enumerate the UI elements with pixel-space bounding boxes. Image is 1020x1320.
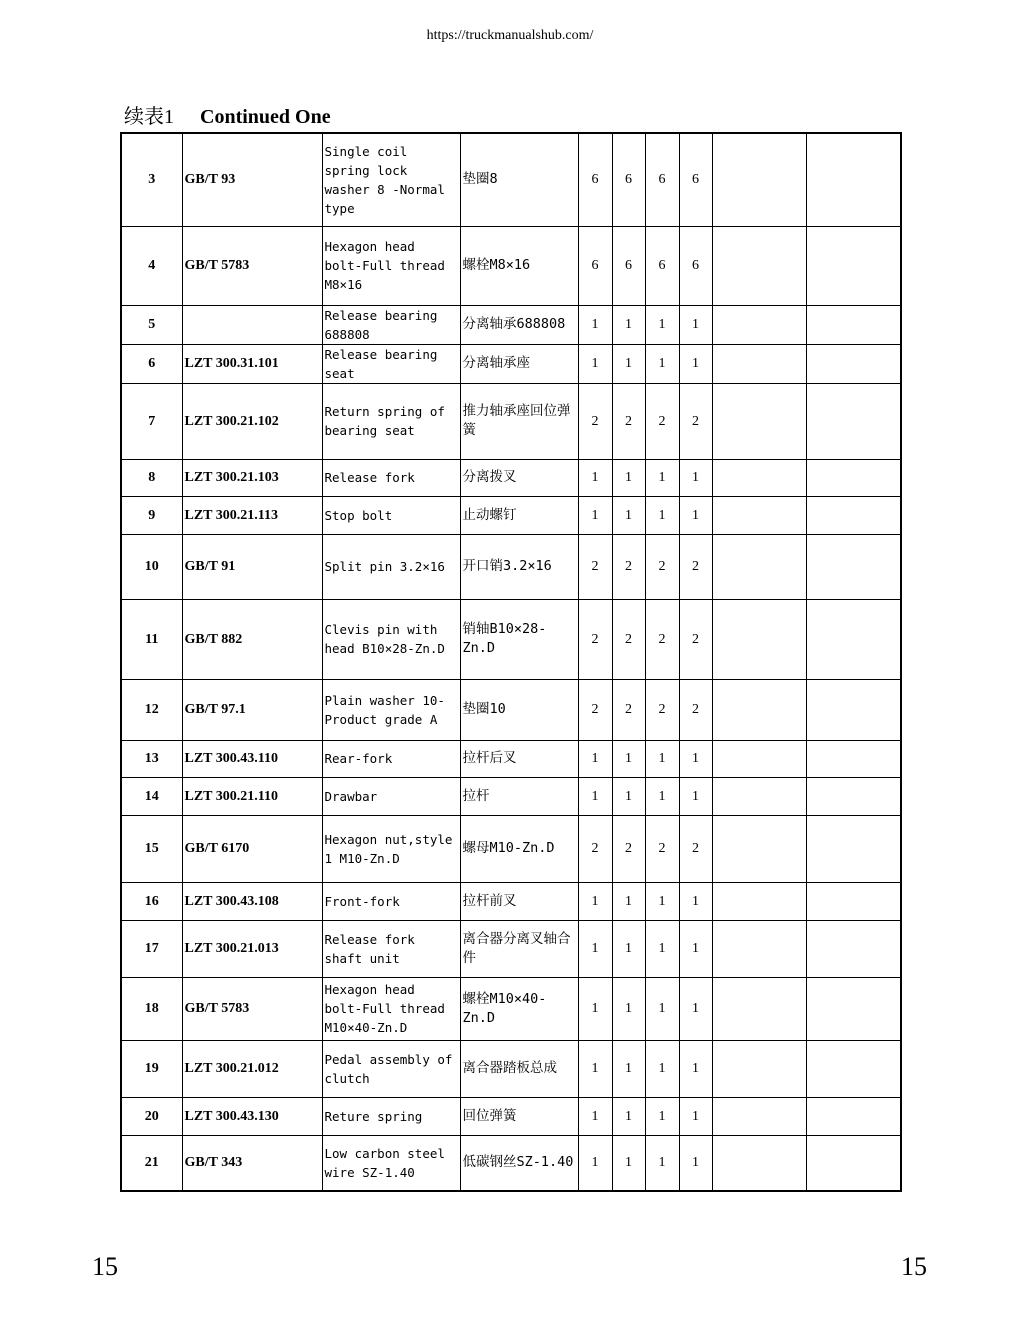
quantity-2: 1 [612, 1135, 645, 1191]
item-number: 21 [121, 1135, 182, 1191]
table-row [121, 344, 901, 383]
quantity-1: 2 [578, 815, 612, 882]
empty-cell [806, 226, 901, 305]
part-code: LZT 300.43.108 [182, 882, 322, 920]
part-name-chinese: 螺栓M10×40-Zn.D [460, 977, 578, 1040]
quantity-2: 1 [612, 459, 645, 496]
quantity-2: 6 [612, 226, 645, 305]
quantity-1: 1 [578, 305, 612, 344]
empty-cell [806, 459, 901, 496]
part-name-chinese: 推力轴承座回位弹簧 [460, 383, 578, 459]
item-number: 11 [121, 599, 182, 679]
quantity-4: 1 [679, 459, 712, 496]
item-number: 17 [121, 920, 182, 977]
part-name-english: Front-fork [322, 882, 460, 920]
quantity-4: 1 [679, 1040, 712, 1097]
empty-cell [712, 305, 806, 344]
page-number-right: 15 [901, 1252, 927, 1281]
quantity-3: 1 [645, 496, 679, 534]
table-row [121, 1135, 901, 1191]
empty-cell [806, 496, 901, 534]
empty-cell [712, 977, 806, 1040]
caption-english: Continued One [200, 106, 331, 128]
table-row [121, 740, 901, 777]
part-code: GB/T 6170 [182, 815, 322, 882]
empty-cell [806, 534, 901, 599]
quantity-4: 2 [679, 534, 712, 599]
part-code: LZT 300.21.103 [182, 459, 322, 496]
quantity-2: 2 [612, 534, 645, 599]
part-name-chinese: 螺栓M8×16 [460, 226, 578, 305]
table-row [121, 599, 901, 679]
quantity-4: 1 [679, 344, 712, 383]
quantity-1: 1 [578, 920, 612, 977]
part-code: GB/T 343 [182, 1135, 322, 1191]
empty-cell [712, 679, 806, 740]
quantity-4: 1 [679, 882, 712, 920]
part-name-english: Reture spring [322, 1097, 460, 1135]
part-code: LZT 300.31.101 [182, 344, 322, 383]
item-number: 20 [121, 1097, 182, 1135]
quantity-2: 1 [612, 1040, 645, 1097]
part-code: GB/T 5783 [182, 226, 322, 305]
empty-cell [712, 815, 806, 882]
quantity-2: 2 [612, 599, 645, 679]
caption-chinese: 续表1 [124, 106, 174, 128]
part-name-english: Hexagon head bolt-Full thread M10×40-Zn.D [322, 977, 460, 1040]
quantity-1: 1 [578, 1097, 612, 1135]
part-name-english: Release bearing 688808 [322, 305, 460, 344]
part-name-chinese: 拉杆 [460, 777, 578, 815]
quantity-2: 1 [612, 777, 645, 815]
table-row [121, 815, 901, 882]
empty-cell [712, 226, 806, 305]
table-row [121, 920, 901, 977]
quantity-4: 2 [679, 679, 712, 740]
part-code: LZT 300.21.013 [182, 920, 322, 977]
part-name-english: Release fork shaft unit [322, 920, 460, 977]
item-number: 7 [121, 383, 182, 459]
part-name-english: Single coil spring lock washer 8 -Normal type [322, 133, 460, 226]
empty-cell [806, 599, 901, 679]
item-number: 6 [121, 344, 182, 383]
part-code: LZT 300.21.110 [182, 777, 322, 815]
quantity-4: 1 [679, 305, 712, 344]
quantity-1: 1 [578, 1040, 612, 1097]
table-row [121, 1097, 901, 1135]
part-name-chinese: 拉杆后叉 [460, 740, 578, 777]
quantity-3: 2 [645, 383, 679, 459]
empty-cell [712, 133, 806, 226]
quantity-3: 6 [645, 133, 679, 226]
empty-cell [806, 133, 901, 226]
item-number: 10 [121, 534, 182, 599]
part-name-english: Clevis pin with head B10×28-Zn.D [322, 599, 460, 679]
item-number: 8 [121, 459, 182, 496]
empty-cell [806, 740, 901, 777]
part-name-chinese: 止动螺钉 [460, 496, 578, 534]
quantity-1: 1 [578, 740, 612, 777]
empty-cell [806, 920, 901, 977]
empty-cell [712, 534, 806, 599]
source-url: https://truckmanualshub.com/ [426, 28, 594, 43]
quantity-2: 2 [612, 679, 645, 740]
item-number: 12 [121, 679, 182, 740]
empty-cell [712, 1135, 806, 1191]
quantity-1: 1 [578, 977, 612, 1040]
quantity-2: 1 [612, 305, 645, 344]
quantity-2: 6 [612, 133, 645, 226]
parts-table [120, 132, 902, 1192]
item-number: 3 [121, 133, 182, 226]
quantity-2: 1 [612, 920, 645, 977]
item-number: 5 [121, 305, 182, 344]
empty-cell [712, 496, 806, 534]
part-name-chinese: 销轴B10×28-Zn.D [460, 599, 578, 679]
empty-cell [806, 977, 901, 1040]
empty-cell [806, 1040, 901, 1097]
quantity-1: 1 [578, 496, 612, 534]
part-code: LZT 300.43.110 [182, 740, 322, 777]
part-name-chinese: 回位弹簧 [460, 1097, 578, 1135]
quantity-1: 2 [578, 599, 612, 679]
empty-cell [712, 1040, 806, 1097]
empty-cell [806, 305, 901, 344]
quantity-4: 6 [679, 133, 712, 226]
table-row [121, 496, 901, 534]
part-code: LZT 300.21.102 [182, 383, 322, 459]
quantity-1: 6 [578, 226, 612, 305]
quantity-4: 6 [679, 226, 712, 305]
part-code [182, 305, 322, 344]
part-name-chinese: 离合器踏板总成 [460, 1040, 578, 1097]
part-name-english: Low carbon steel wire SZ-1.40 [322, 1135, 460, 1191]
quantity-1: 1 [578, 777, 612, 815]
part-code: LZT 300.21.012 [182, 1040, 322, 1097]
table-row [121, 133, 901, 226]
part-code: GB/T 882 [182, 599, 322, 679]
item-number: 13 [121, 740, 182, 777]
item-number: 15 [121, 815, 182, 882]
empty-cell [806, 815, 901, 882]
empty-cell [712, 882, 806, 920]
table-row [121, 534, 901, 599]
part-code: GB/T 5783 [182, 977, 322, 1040]
table-row [121, 777, 901, 815]
quantity-4: 1 [679, 920, 712, 977]
quantity-4: 2 [679, 815, 712, 882]
quantity-3: 1 [645, 740, 679, 777]
quantity-1: 1 [578, 344, 612, 383]
quantity-3: 2 [645, 534, 679, 599]
part-name-chinese: 垫圈10 [460, 679, 578, 740]
table-row [121, 977, 901, 1040]
quantity-4: 1 [679, 977, 712, 1040]
empty-cell [806, 344, 901, 383]
quantity-3: 2 [645, 815, 679, 882]
quantity-3: 2 [645, 599, 679, 679]
part-name-english: Return spring of bearing seat [322, 383, 460, 459]
part-name-english: Split pin 3.2×16 [322, 534, 460, 599]
empty-cell [806, 1135, 901, 1191]
quantity-1: 1 [578, 459, 612, 496]
item-number: 9 [121, 496, 182, 534]
part-name-chinese: 拉杆前叉 [460, 882, 578, 920]
quantity-1: 2 [578, 534, 612, 599]
part-name-english: Rear-fork [322, 740, 460, 777]
part-name-english: Hexagon head bolt-Full thread M8×16 [322, 226, 460, 305]
empty-cell [712, 459, 806, 496]
empty-cell [806, 777, 901, 815]
quantity-3: 1 [645, 977, 679, 1040]
empty-cell [712, 599, 806, 679]
part-name-english: Drawbar [322, 777, 460, 815]
table-row [121, 679, 901, 740]
empty-cell [712, 777, 806, 815]
table-row [121, 383, 901, 459]
item-number: 16 [121, 882, 182, 920]
quantity-1: 2 [578, 383, 612, 459]
quantity-1: 1 [578, 882, 612, 920]
empty-cell [712, 344, 806, 383]
table-caption [124, 100, 331, 129]
part-name-chinese: 分离轴承688808 [460, 305, 578, 344]
page-number-left: 15 [92, 1252, 118, 1281]
part-code: GB/T 97.1 [182, 679, 322, 740]
quantity-4: 1 [679, 1097, 712, 1135]
empty-cell [806, 383, 901, 459]
part-name-english: Release fork [322, 459, 460, 496]
part-code: LZT 300.21.113 [182, 496, 322, 534]
quantity-2: 1 [612, 740, 645, 777]
part-name-english: Pedal assembly of clutch [322, 1040, 460, 1097]
empty-cell [806, 882, 901, 920]
quantity-2: 1 [612, 1097, 645, 1135]
part-name-chinese: 开口销3.2×16 [460, 534, 578, 599]
empty-cell [712, 383, 806, 459]
part-code: GB/T 93 [182, 133, 322, 226]
part-name-chinese: 螺母M10-Zn.D [460, 815, 578, 882]
part-code: GB/T 91 [182, 534, 322, 599]
quantity-4: 1 [679, 740, 712, 777]
quantity-3: 1 [645, 777, 679, 815]
quantity-4: 2 [679, 383, 712, 459]
part-name-chinese: 低碳钢丝SZ-1.40 [460, 1135, 578, 1191]
table-row [121, 882, 901, 920]
part-code: LZT 300.43.130 [182, 1097, 322, 1135]
quantity-3: 6 [645, 226, 679, 305]
quantity-3: 2 [645, 679, 679, 740]
empty-cell [712, 1097, 806, 1135]
part-name-chinese: 垫圈8 [460, 133, 578, 226]
quantity-4: 1 [679, 496, 712, 534]
quantity-3: 1 [645, 920, 679, 977]
quantity-2: 1 [612, 344, 645, 383]
empty-cell [806, 1097, 901, 1135]
item-number: 14 [121, 777, 182, 815]
quantity-3: 1 [645, 1097, 679, 1135]
part-name-english: Stop bolt [322, 496, 460, 534]
quantity-2: 1 [612, 977, 645, 1040]
table-row [121, 305, 901, 344]
quantity-3: 1 [645, 1040, 679, 1097]
quantity-4: 2 [679, 599, 712, 679]
empty-cell [712, 740, 806, 777]
quantity-3: 1 [645, 344, 679, 383]
part-name-english: Plain washer 10-Product grade A [322, 679, 460, 740]
table-row [121, 1040, 901, 1097]
quantity-3: 1 [645, 305, 679, 344]
table-row [121, 459, 901, 496]
item-number: 19 [121, 1040, 182, 1097]
part-name-chinese: 离合器分离叉轴合件 [460, 920, 578, 977]
quantity-3: 1 [645, 1135, 679, 1191]
quantity-4: 1 [679, 777, 712, 815]
quantity-2: 1 [612, 882, 645, 920]
part-name-chinese: 分离轴承座 [460, 344, 578, 383]
quantity-2: 1 [612, 496, 645, 534]
quantity-3: 1 [645, 459, 679, 496]
empty-cell [712, 920, 806, 977]
part-name-english: Hexagon nut,style 1 M10-Zn.D [322, 815, 460, 882]
quantity-1: 6 [578, 133, 612, 226]
part-name-english: Release bearing seat [322, 344, 460, 383]
part-name-chinese: 分离拨叉 [460, 459, 578, 496]
quantity-3: 1 [645, 882, 679, 920]
quantity-2: 2 [612, 815, 645, 882]
quantity-4: 1 [679, 1135, 712, 1191]
item-number: 18 [121, 977, 182, 1040]
quantity-1: 1 [578, 1135, 612, 1191]
table-row [121, 226, 901, 305]
item-number: 4 [121, 226, 182, 305]
quantity-1: 2 [578, 679, 612, 740]
quantity-2: 2 [612, 383, 645, 459]
empty-cell [806, 679, 901, 740]
parts-table-body [121, 133, 901, 1191]
